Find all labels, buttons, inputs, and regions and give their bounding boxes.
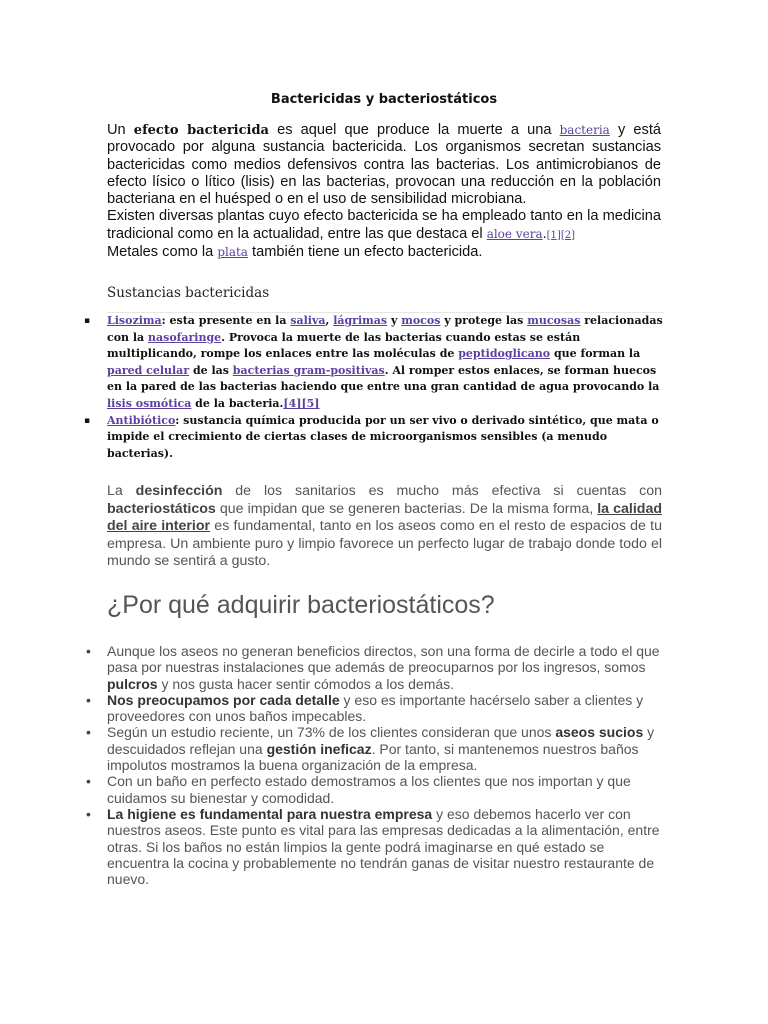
intro-text: Un [107,122,134,138]
item-text: Aunque los aseos no generan beneficios directos, son una forma de decirle a todo el que pasa por nuestras instalaciones que además de preocuparnos por los ingresos, somos [107,643,660,676]
item-text: que forman la [550,347,641,361]
item-text: relacionadas con la [107,314,663,344]
paragraph-text: es fundamental, tanto en los aseos como en el resto de espacios de tu empresa. Un ambiente puro y limpio favorece un perfecto lugar de trabajo donde todo el mundo se sentirá a gusto. [107,518,663,570]
bold-text: Nos preocupamos por cada detalle [107,691,340,708]
heading-por-que-adquirir: ¿Por qué adquirir bacteriostáticos? [107,591,495,619]
link-bacteria[interactable]: bacteria [559,123,610,137]
intro-section [107,122,661,261]
item-text: y eso debemos hacerlo ver con nuestros aseos. Este punto es vital para las empresas dedicadas a la alimentación, entre otras. Si los baños no están limpios la gente podrá imaginarse en qué estado se encuentra la cocina y probablemente no tendrán ganas de visitar nuestro restaurante de nuevo. [107,805,660,888]
bullet-icon: • [86,724,91,741]
desinfeccion-paragraph [107,483,662,571]
link-plata[interactable]: plata [217,245,248,260]
link-bacterias-gram-positivas[interactable]: bacterias gram-positivas [232,363,385,377]
reference-link-5[interactable]: [5] [301,396,320,410]
section-heading-sustancias: Sustancias bactericidas [107,285,270,301]
link-aloe-vera[interactable]: aloe vera [486,226,543,241]
paragraph-text: La [107,483,136,499]
list-item-lisozima [84,313,664,413]
reference-link-4[interactable]: [4] [283,396,302,410]
paragraph-text: de los sanitarios es mucho más efectiva si cuentas con [222,483,662,499]
list-item [86,692,666,725]
reference-link-1[interactable]: [1] [546,229,561,241]
link-antibiotico[interactable]: Antibiótico [107,413,176,427]
item-text: : sustancia química producida por un ser vivo o derivado sintético, que mata o impide el crecimiento de ciertas clases de microorganismos sensibles (a menudo bacterias). [107,413,659,460]
item-text: Con un baño en perfecto estado demostramos a los clientes que nos importan y que cuidamos su bienestar y comodidad. [107,773,631,806]
link-calidad-aire-interior[interactable]: la calidad del aire interior [107,500,662,535]
item-text: , [325,314,334,327]
link-saliva[interactable]: saliva [290,314,326,327]
item-text: . Al romper estos enlaces, se forman huecos en la pared de las bacterias haciendo que entre una gran cantidad de agua provocando la [107,363,660,394]
square-bullet-icon: ▪ [84,316,91,326]
intro-text: Existen diversas plantas cuyo efecto bactericida se ha empleado tanto en la medicina tradicional como en la actualidad, entre las que destaca el [107,208,661,242]
bold-text: aseos sucios [555,724,644,741]
list-item [86,724,666,773]
list-item-antibiotico [84,413,664,463]
list-item [86,806,666,887]
bold-text: gestión ineficaz [266,740,372,757]
item-text: y protege las [440,314,528,327]
paragraph-text: que impidan que se generen bacterias. De la misma forma, [215,500,598,517]
item-text: de las [189,363,233,377]
bullet-icon: • [86,805,91,822]
link-mucosas[interactable]: mucosas [527,314,581,327]
list-item [86,773,666,806]
item-text: . Provoca la muerte de las bacterias cuando estas se están multiplicando, rompe los enlaces entre las moléculas de [107,330,581,361]
link-peptidoglicano[interactable]: peptidoglicano [458,347,551,361]
intro-text: y está provocado por alguna sustancia bactericida. Los organismos secretan sustancias bactericidas como medios defensivos contra las bacterias. Los antimicrobianos de efecto lísico o lítico (lisis) en las bacterias, provocan una reducción en la población bacteriana en el huésped o en el uso de sensibilidad microbiana. [107,122,661,208]
intro-paragraph-2 [107,208,661,244]
item-text: y eso es importante hacérselo saber a clientes y proveedores con unos baños impecables. [107,691,644,725]
intro-text: es aquel que produce la muerte a una [268,122,560,138]
intro-paragraph-1 [107,122,661,208]
reasons-list [86,643,666,887]
intro-text: Metales como la [107,244,218,261]
link-lisis-osmotica[interactable]: lisis osmótica [107,396,192,410]
link-nasofaringe[interactable]: nasofaringe [148,330,222,344]
link-pared-celular[interactable]: pared celular [107,363,190,377]
link-lisozima[interactable]: Lisozima [107,314,162,327]
link-mocos[interactable]: mocos [401,314,441,327]
reference-link-2[interactable]: [2] [560,229,575,241]
item-text: . Por tanto, si mantenemos nuestros baños impolutos mostramos la buena organización de la empresa. [107,740,639,774]
item-text: y [387,314,402,327]
intro-paragraph-3 [107,244,661,261]
bold-text: La higiene es fundamental para nuestra empresa [107,805,433,822]
bullet-icon: • [86,773,91,790]
intro-text: también tiene un efecto bactericida. [247,244,483,261]
substances-list [84,313,664,462]
item-text: de la bacteria. [191,396,284,410]
term-efecto-bactericida: efecto bactericida [133,123,269,138]
document-title: Bactericidas y bacteriostáticos [270,92,498,107]
list-item [86,643,666,692]
item-text: : esta presente en la [161,314,291,327]
bold-desinfeccion: desinfección [135,483,223,499]
bullet-icon: • [86,691,91,708]
link-lagrimas[interactable]: lágrimas [333,314,388,327]
item-text: y descuidados reflejan una [107,724,655,757]
item-text: y nos gusta hacer sentir cómodos a los demás. [157,675,455,692]
bold-bacteriostaticos: bacteriostáticos [107,500,216,517]
bullet-icon: • [86,643,91,659]
intro-text: . [542,225,547,242]
item-text: Según un estudio reciente, un 73% de los clientes consideran que unos [107,724,556,741]
bold-text: pulcros [107,675,158,692]
square-bullet-icon: ▪ [84,415,91,426]
